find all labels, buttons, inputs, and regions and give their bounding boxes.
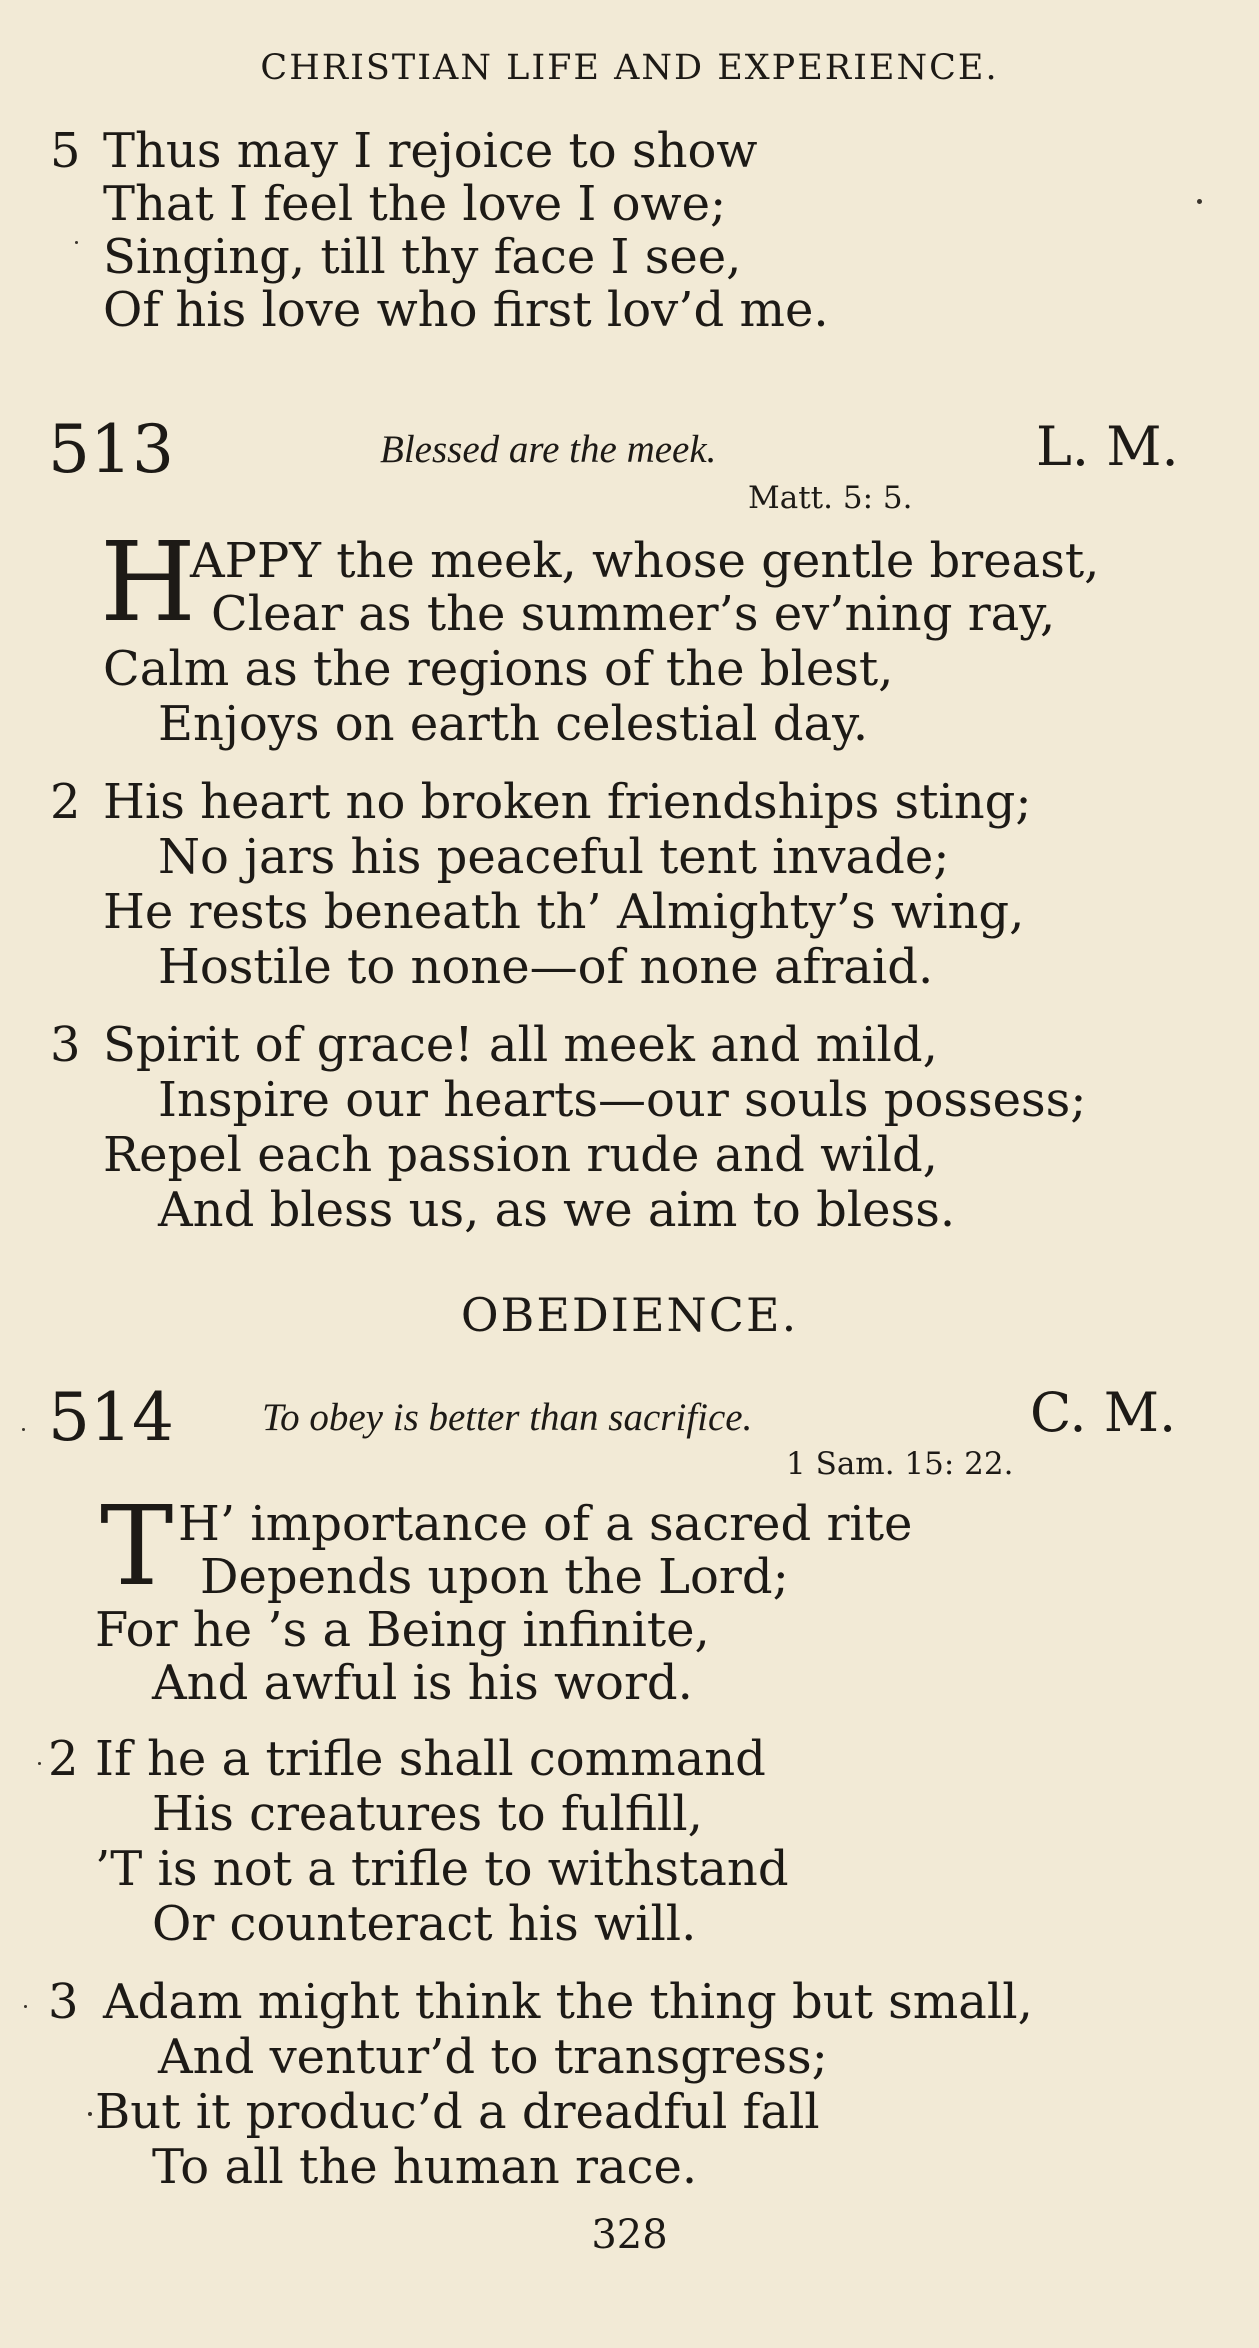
verse-line: But it produc’d a dreadful fall	[95, 2084, 820, 2140]
verse-number: 3	[48, 1974, 79, 2030]
hymn-subtitle: To obey is better than sacrifice.	[262, 1396, 753, 1439]
verse-line: Adam might think the thing but small,	[103, 1974, 1033, 2030]
verse-line: Spirit of grace! all meek and mild,	[103, 1017, 938, 1073]
verse-line: Calm as the regions of the blest,	[103, 641, 894, 697]
verse-line: And ventur’d to transgress;	[158, 2029, 828, 2085]
verse-line: Singing, till thy face I see,	[103, 229, 742, 285]
verse-number: 3	[50, 1017, 81, 1073]
running-header: CHRISTIAN LIFE AND EXPERIENCE.	[260, 48, 999, 88]
scripture-reference: Matt. 5: 5.	[748, 480, 913, 516]
verse-line: Clear as the summer’s ev’ning ray,	[211, 586, 1056, 642]
verse-line: To all the human race.	[152, 2139, 698, 2195]
verse-line: Or counteract his will.	[152, 1896, 697, 1952]
verse-line: H’ importance of a sacred rite	[178, 1496, 913, 1552]
page-number: 328	[591, 2212, 668, 2258]
verse-line: APPY the meek, whose gentle breast,	[190, 533, 1100, 589]
verse-line: No jars his peaceful tent invade;	[158, 829, 950, 885]
drop-cap: T	[100, 1482, 174, 1610]
print-speck	[1197, 199, 1202, 204]
verse-line: If he a trifle shall command	[95, 1731, 766, 1787]
verse-line: Enjoys on earth celestial day.	[158, 696, 869, 752]
verse-number: 5	[50, 123, 81, 179]
verse-number: 2	[48, 1731, 79, 1787]
verse-line: And bless us, as we aim to bless.	[158, 1182, 956, 1238]
verse-line: For he ’s a Being infinite,	[95, 1602, 710, 1658]
hymn-number: 514	[48, 1379, 174, 1456]
verse-line: Of his love who first lov’d me.	[103, 282, 829, 338]
print-speck	[88, 2112, 92, 2116]
verse-line: Hostile to none—of none afraid.	[158, 939, 934, 995]
verse-line: His creatures to fulfill,	[152, 1786, 703, 1842]
verse-line: Thus may I rejoice to show	[103, 123, 758, 179]
verse-line: His heart no broken friendships sting;	[103, 774, 1032, 830]
print-speck	[75, 241, 78, 244]
print-speck	[22, 1428, 25, 1431]
verse-line: And awful is his word.	[152, 1655, 693, 1711]
verse-line: Inspire our hearts—our souls possess;	[158, 1072, 1087, 1128]
verse-line: That I feel the love I owe;	[103, 176, 727, 232]
hymn-subtitle: Blessed are the meek.	[380, 428, 717, 471]
hymn-meter: L. M.	[1036, 415, 1179, 478]
scripture-reference: 1 Sam. 15: 22.	[786, 1446, 1014, 1482]
verse-line: Depends upon the Lord;	[200, 1549, 789, 1605]
print-speck	[24, 2005, 27, 2008]
hymn-meter: C. M.	[1030, 1381, 1177, 1444]
verse-line: ’T is not a trifle to withstand	[95, 1841, 789, 1897]
verse-number: 2	[50, 774, 81, 830]
print-speck	[38, 1762, 41, 1765]
verse-line: He rests beneath th’ Almighty’s wing,	[103, 884, 1025, 940]
verse-line: Repel each passion rude and wild,	[103, 1127, 938, 1183]
hymn-number: 513	[48, 411, 174, 488]
section-title: OBEDIENCE.	[460, 1288, 799, 1342]
drop-cap: H	[100, 518, 196, 646]
